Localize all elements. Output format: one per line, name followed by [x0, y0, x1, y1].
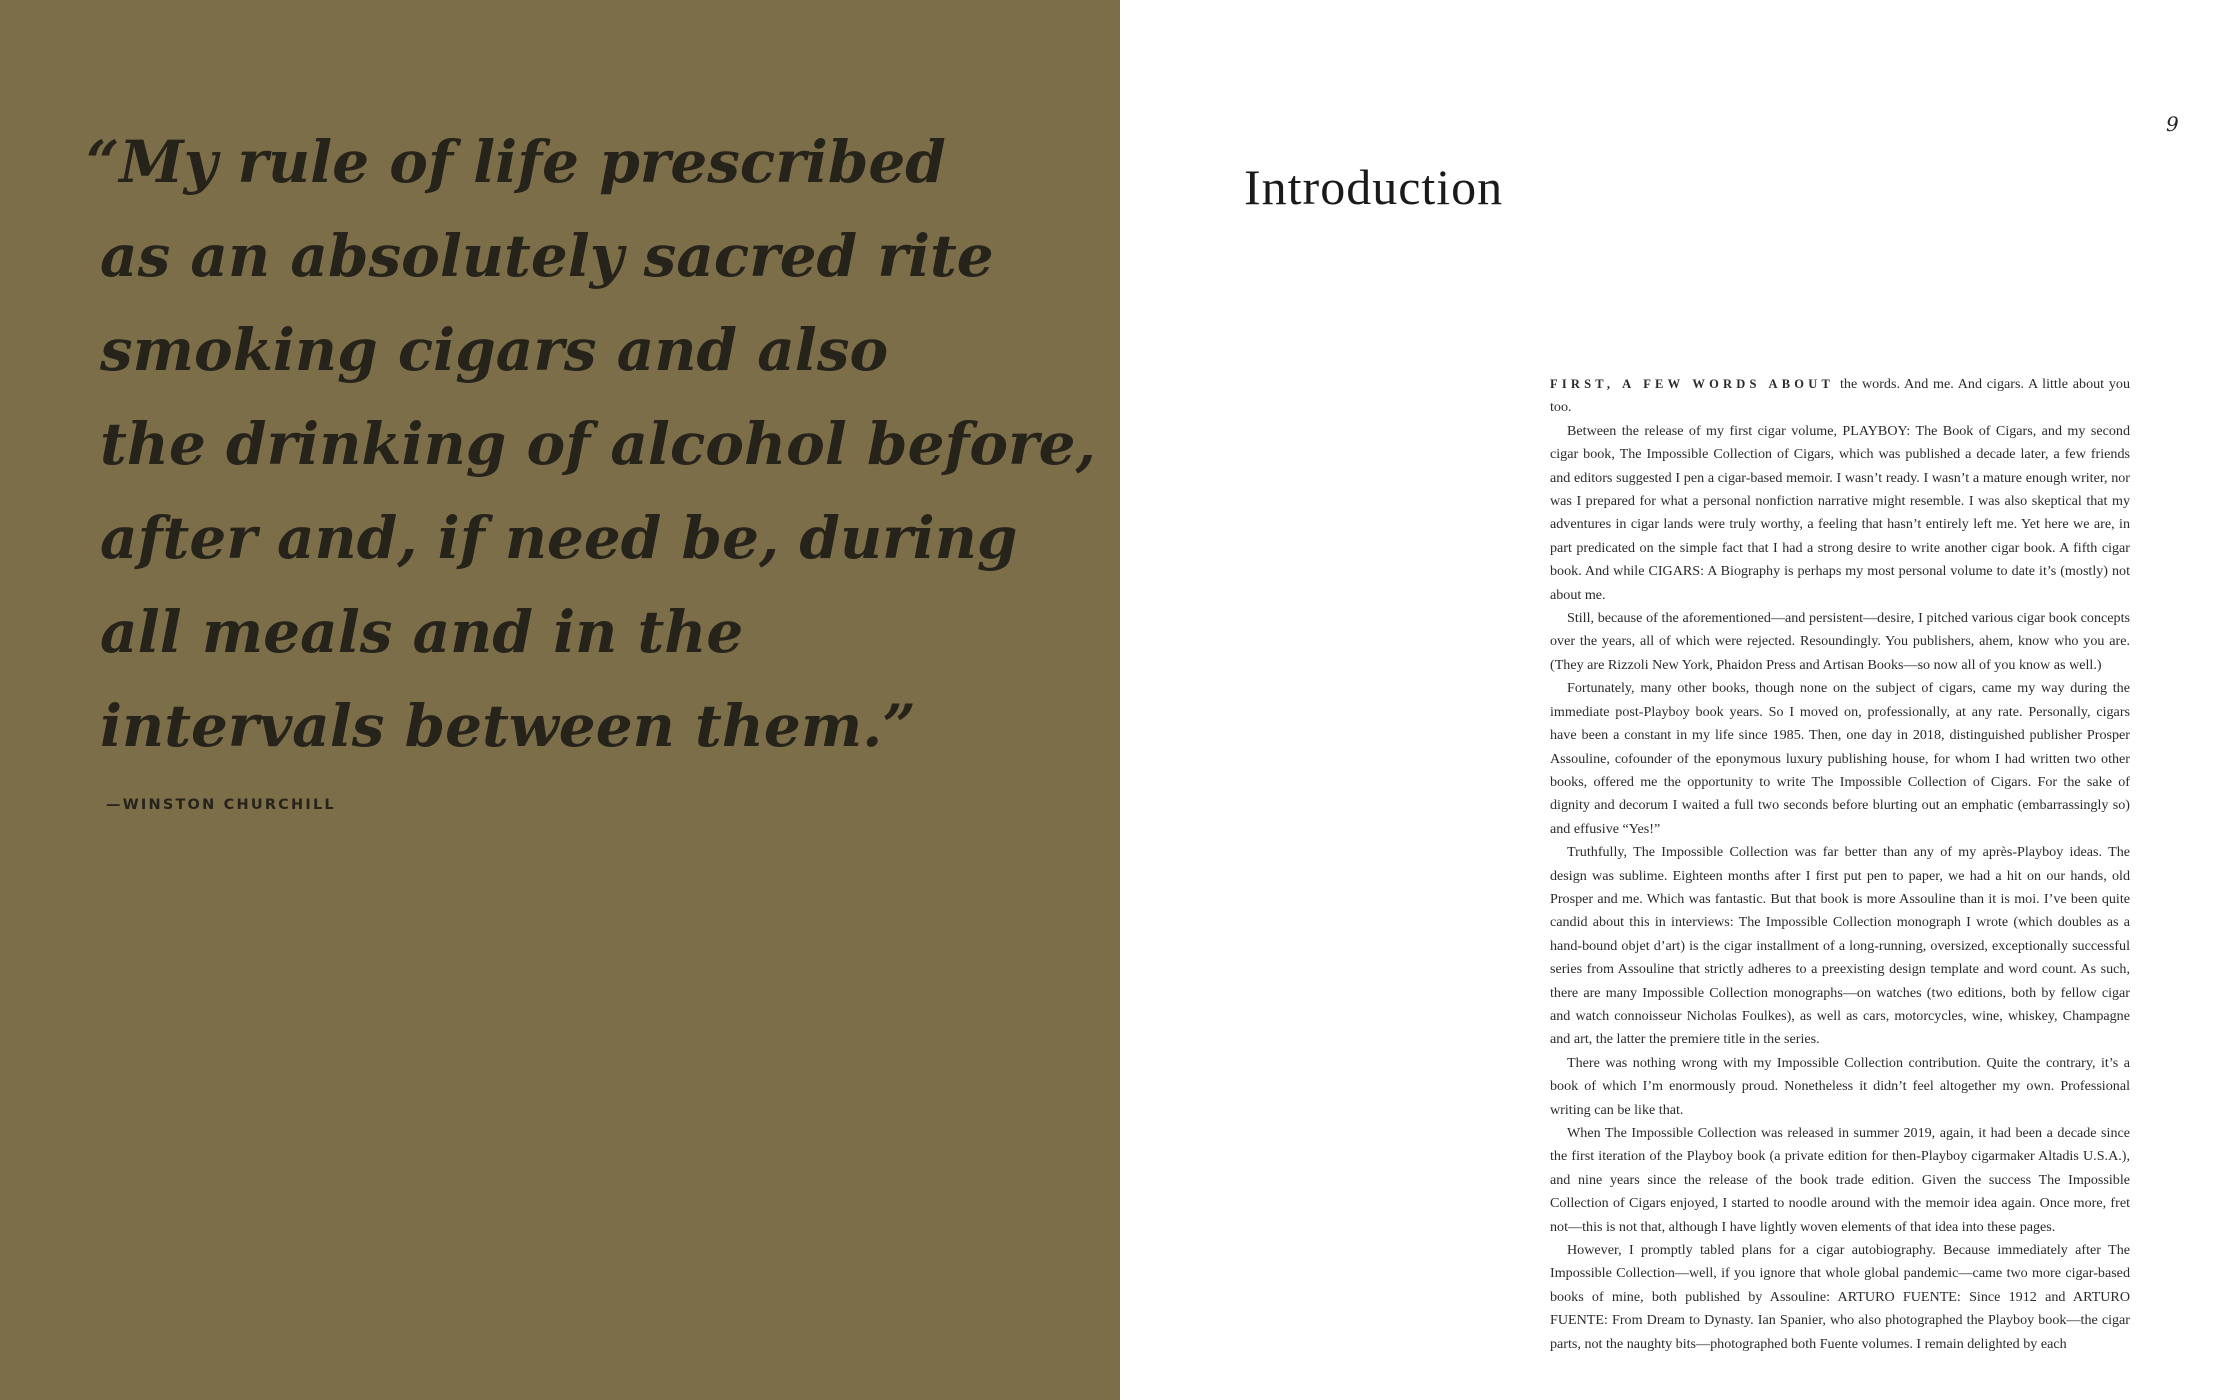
chapter-title: Introduction: [1244, 159, 1504, 215]
paragraph: [1550, 373, 2130, 420]
paragraph: Truthfully, The Impossible Collection was far better than any of my après-Playboy ideas. The design was sublime. Eighteen months after I first put pen to paper, we had a hit on our hands, old Prosper and me. Which was fantastic. But that book is more Assouline than it is moi. I’ve been quite candid about this in interviews: The Impossible Collection monograph I wrote (which doubles as a hand-bound objet d’art) is the cigar installment of a long-running, oversized, exceptionally successful series from Assouline that strictly adheres to a preexisting design template and word count. As such, there are many Impossible Collection monographs—on watches (two editions, both by fellow cigar and watch connoisseur Nicholas Foulkes), as well as cars, motorcycles, wine, whiskey, Champagne and art, the latter the premiere title in the series.: [1550, 844, 2130, 1048]
paragraph: Still, because of the aforementioned—and persistent—desire, I pitched various cigar book concepts over the years, all of which were rejected. Resoundingly. You publishers, ahem, know who you are. (They are Rizzoli New York, Phaidon Press and Artisan Books—so now all of you know as well.): [1550, 610, 2130, 673]
quote-line: “My rule of life prescribed: [86, 128, 946, 196]
quote-line: the drinking of alcohol before,: [100, 410, 1096, 478]
quote-line: smoking cigars and also: [100, 316, 889, 384]
paragraph-text: the words. And me. And cigars. A little about you too.: [1550, 376, 2130, 416]
paragraph: Fortunately, many other books, though none on the subject of cigars, came my way during the immediate post-Playboy book years. So I moved on, professionally, at any rate. Personally, cigars have been a constant in my life since 1985. Then, one day in 2018, distinguished publisher Prosper Assouline, cofounder of the eponymous luxury publishing house, for whom I had written two other books, offered me the opportunity to write The Impossible Collection of Cigars. For the sake of dignity and decorum I waited a full two seconds before blurting out an emphatic (embarrassingly so) and effusive “Yes!”: [1550, 680, 2130, 837]
epigraph-quote: [86, 115, 1100, 773]
paragraph: Between the release of my first cigar volume, PLAYBOY: The Book of Cigars, and my second cigar book, The Impossible Collection of Cigars, which was published a decade later, a few friends and editors suggested I pen a cigar-based memoir. I wasn’t ready. I wasn’t a mature enough writer, nor was I prepared for what a personal nonfiction narrative might resemble. I was also skeptical that my adventures in cigar lands were truly worthy, a feeling that hasn’t entirely left me. Yet here we are, in part predicated on the simple fact that I had a strong desire to write another cigar book. A fifth cigar book. And while CIGARS: A Biography is perhaps my most personal volume to date it’s (mostly) not about me.: [1550, 422, 2130, 603]
quote-line: intervals between them.”: [100, 692, 916, 760]
body-text: [1550, 373, 2130, 1356]
quote-line: as an absolutely sacred rite: [100, 222, 994, 290]
page-number: 9: [2166, 112, 2179, 136]
lead-in-smallcaps: FIRST, A FEW WORDS ABOUT: [1550, 377, 1834, 391]
paragraph: However, I promptly tabled plans for a cigar autobiography. Because immediately after The Impossible Collection—well, if you ignore that whole global pandemic—came two more cigar-based books of mine, both published by Assouline: ARTURO FUENTE: Since 1912 and ARTURO FUENTE: From Dream to Dynasty. Ian Spanier, who also photographed the Playboy book—the cigar parts, not the naughty bits—photographed both Fuente volumes. I remain delighted by each: [1550, 1242, 2130, 1352]
paragraph: There was nothing wrong with my Impossible Collection contribution. Quite the contrary, it’s a book of which I’m enormously proud. Nonetheless it didn’t feel altogether my own. Professional writing can be like that.: [1550, 1054, 2130, 1118]
quote-line: all meals and in the: [100, 598, 744, 666]
quote-line: after and, if need be, during: [100, 504, 1018, 572]
paragraph: When The Impossible Collection was released in summer 2019, again, it had been a decade since the first iteration of the Playboy book (a private edition for then-Playboy cigarmaker Altadis U.S.A.), and nine years since the release of the book trade edition. Given the success The Impossible Collection of Cigars enjoyed, I started to noodle around with the memoir idea again. Once more, fret not—this is not that, although I have lightly woven elements of that idea into these pages.: [1550, 1125, 2130, 1235]
right-page: [1120, 0, 2240, 1400]
quote-attribution: —WINSTON CHURCHILL: [106, 797, 336, 813]
